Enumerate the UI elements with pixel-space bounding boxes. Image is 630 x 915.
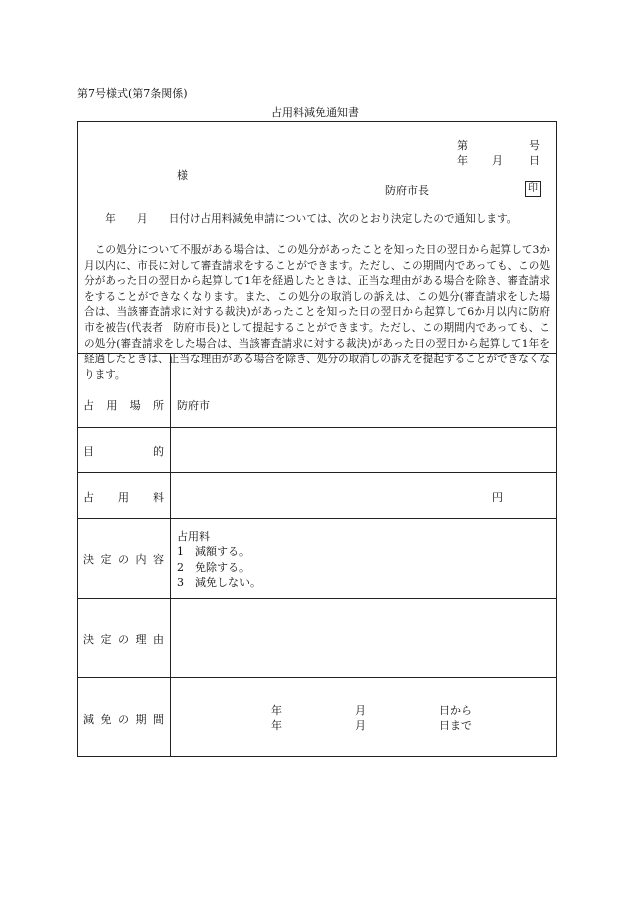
row-divider	[77, 472, 557, 473]
period-start-year: 年	[271, 704, 282, 717]
period-end-month: 月	[355, 719, 366, 732]
date-year-label: 年	[457, 154, 468, 167]
decision-label: 決 定 の 内 容	[83, 553, 164, 566]
doc-number-suffix: 号	[529, 139, 540, 152]
document-title: 占用料減免通知書	[271, 106, 359, 119]
intro-text: 年 月 日付け占用料減免申請については、次のとおり決定したので通知します。	[84, 213, 518, 225]
seal-mark: 印	[525, 181, 541, 197]
table-top-border	[77, 353, 557, 354]
date-month-label: 月	[492, 154, 503, 167]
issuer-name: 防府市長	[385, 184, 429, 197]
doc-number-prefix: 第	[457, 139, 468, 152]
period-end-year: 年	[271, 719, 282, 732]
addressee-suffix: 様	[177, 169, 188, 182]
purpose-label: 目 的	[83, 445, 164, 458]
fee-unit: 円	[492, 491, 503, 504]
period-end-day: 日まで	[439, 719, 472, 732]
row-divider	[77, 677, 557, 678]
decision-option-reduce: 1 減額する。	[177, 545, 250, 558]
decision-option-none: 3 減免しない。	[177, 576, 261, 589]
row-divider	[77, 427, 557, 428]
period-start-day: 日から	[439, 704, 472, 717]
decision-heading: 占用料	[177, 530, 210, 543]
row-divider	[77, 518, 557, 519]
place-label: 占 用 場 所	[83, 399, 164, 412]
decision-option-exempt: 2 免除する。	[177, 561, 250, 574]
form-number-label: 第7号様式(第7条関係)	[77, 87, 188, 100]
place-value: 防府市	[177, 399, 210, 412]
period-start-month: 月	[355, 704, 366, 717]
appeal-notice-text: この処分について不服がある場合は、この処分があったことを知った日の翌日から起算して3か月以内に、市長に対して審査請求をすることができます。ただし、この期間内であっても、この処分があった日の翌日から起算して1年を経過したときは、正当な理由がある場合を除き、審査請求をすることができなくなります。また、この処分の取消しの訴えは、この処分(審査請求をした場合は、当該審査請求に対する裁決)があったことを知った日の翌日から起算して6か月以内に防府市を被告(代表者 防府市長)として提起することができます。ただし、この期間内であっても、この処分(審査請求をした場合は、当該審査請求に対する裁決)があった日の翌日から起算して1年を経過したときは、正当な理由がある場合を除き、処分の取消しの訴えを提起することができなくなります。	[84, 244, 550, 381]
period-label: 減 免 の 期 間	[83, 713, 164, 726]
label-column-divider	[170, 353, 171, 757]
date-day-label: 日	[529, 154, 540, 167]
row-divider	[77, 598, 557, 599]
reason-label: 決 定 の 理 由	[83, 633, 164, 646]
fee-label: 占 用 料	[83, 491, 164, 504]
